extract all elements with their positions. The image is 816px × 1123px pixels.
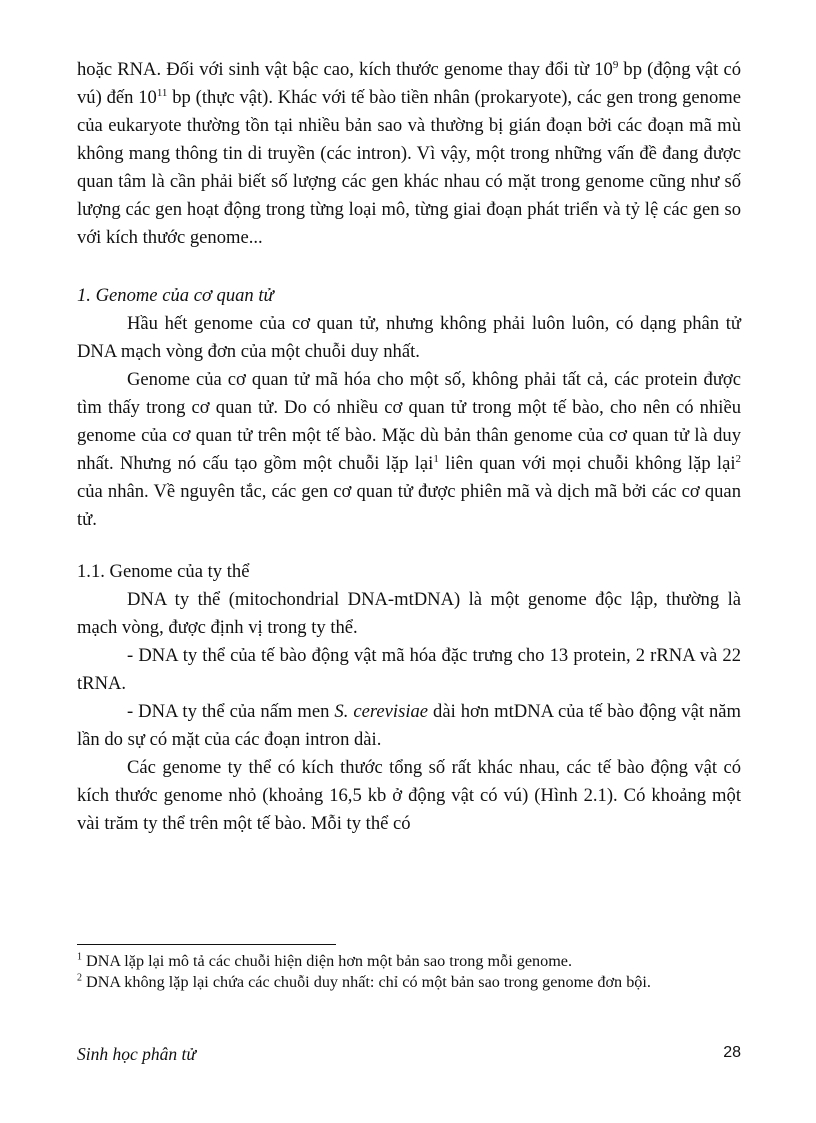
intro-paragraph: [77, 56, 741, 252]
footnote-1-mark: 1: [77, 951, 82, 963]
species-name: S. cerevisiae: [334, 701, 429, 722]
page-body: [77, 56, 741, 838]
footnote-1: [77, 951, 741, 972]
section-1-1-p3-text-1: - DNA ty thể của nấm men: [127, 701, 335, 722]
section-1-paragraph-2: [77, 366, 741, 534]
footnote-divider: [77, 944, 336, 945]
footnote-2-mark: 2: [77, 972, 82, 984]
section-1-1-paragraph-2: - DNA ty thể của tế bào động vật mã hóa đặc trưng cho 13 protein, 2 rRNA và 22 tRNA.: [77, 645, 741, 694]
page-footer: [77, 1044, 741, 1070]
page-number: 28: [723, 1044, 741, 1061]
intro-text-1: hoặc RNA. Đối với sinh vật bậc cao, kích thước genome thay đổi từ 10: [77, 59, 613, 80]
section-1-1-paragraph-3: [77, 698, 741, 754]
footnote-ref-1[interactable]: 1: [433, 452, 439, 465]
footnotes: [77, 944, 741, 993]
footnote-2: [77, 972, 741, 993]
section-1-p2-text-3: của nhân. Về nguyên tắc, các gen cơ quan tử được phiên mã và dịch mã bởi các cơ quan tử.: [77, 481, 741, 530]
section-1-p2-text-1: Genome của cơ quan tử mã hóa cho một số, không phải tất cả, các protein được tìm thấy trong cơ quan tử. Do có nhiều cơ quan tử trong một tế bào, cho nên có nhiều genome của cơ quan tử trên một tế bào. Mặc dù bản thân genome của cơ quan tử là duy nhất. Nhưng nó cấu tạo gồm một chuỗi lặp lại: [77, 369, 741, 474]
section-1-1-p3-text-2: dài hơn mtDNA của tế bào động vật năm lần do sự có mặt của các đoạn intron dài.: [77, 701, 741, 750]
section-1-1-paragraph-1: DNA ty thể (mitochondrial DNA-mtDNA) là một genome độc lập, thường là mạch vòng, được định vị trong ty thể.: [77, 589, 741, 638]
intro-text-3: bp (thực vật). Khác với tế bào tiền nhân (prokaryote), các gen trong genome của eukaryote thường tồn tại nhiều bản sao và thường bị gián đoạn bởi các đoạn mã mù không mang thông tin di truyền (các intron). Vì vậy, một trong những vấn đề đang được quan tâm là cần phải biết số lượng các gen khác nhau có mặt trong genome cũng như số lượng các gen hoạt động trong từng loại mô, từng giai đoạn phát triển và tỷ lệ các gen so với kích thước genome...: [77, 87, 741, 248]
section-1-p2-text-2: liên quan với mọi chuỗi không lặp lại: [438, 453, 736, 474]
footnote-2-text: DNA không lặp lại chứa các chuỗi duy nhất: chỉ có một bản sao trong genome đơn bội.: [82, 973, 651, 991]
book-title: Sinh học phân tử: [77, 1044, 196, 1064]
spacer: [77, 534, 741, 558]
section-1-paragraph-1: Hầu hết genome của cơ quan tử, nhưng không phải luôn luôn, có dạng phân tử DNA mạch vòng đơn của một chuỗi duy nhất.: [77, 313, 741, 362]
exponent-11: 11: [156, 86, 168, 99]
section-1-1-paragraph-4: Các genome ty thể có kích thước tổng số rất khác nhau, các tế bào động vật có kích thước genome nhỏ (khoảng 16,5 kb ở động vật có vú) (Hình 2.1). Có khoảng một vài trăm ty thể trên một tế bào. Mỗi ty thể có: [77, 757, 741, 834]
footnote-ref-2[interactable]: 2: [735, 452, 741, 465]
footnote-1-text: DNA lặp lại mô tả các chuỗi hiện diện hơn một bản sao trong mỗi genome.: [82, 952, 573, 970]
section-1-heading: 1. Genome của cơ quan tử: [77, 285, 274, 306]
section-1-1-heading: 1.1. Genome của ty thể: [77, 561, 250, 582]
intro-text-2: bp (động vật có vú) đến 10: [77, 59, 741, 108]
exponent-9: 9: [612, 58, 619, 71]
